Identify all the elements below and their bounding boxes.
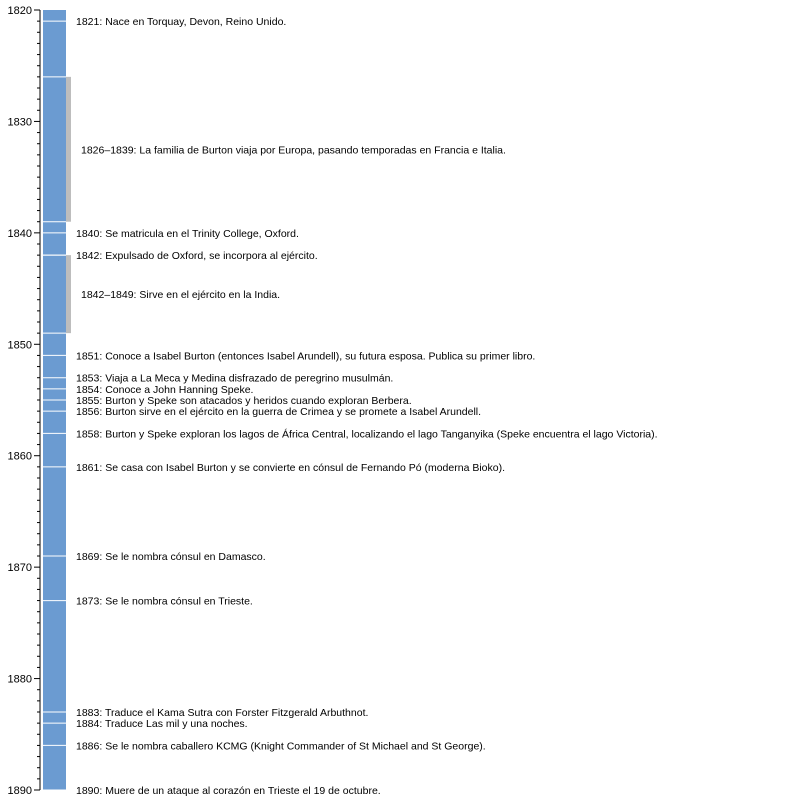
y-tick-label: 1860 — [7, 450, 32, 463]
y-tick-label: 1870 — [7, 562, 32, 575]
event-label: 1869: Se le nombra cónsul en Damasco. — [76, 551, 266, 563]
event-label: 1856: Burton sirve en el ejército en la guerra de Crimea y se promete a Isabel Arundell. — [76, 406, 482, 419]
event-label: 1858: Burton y Speke exploran los lagos de África Central, localizando el lago Tanganyika (Speke encuentra el lago Victoria). — [76, 428, 658, 441]
event-label: 1855: Burton y Speke son atacados y heridos cuando exploran Berbera. — [76, 395, 412, 407]
event-label: 1890: Muere de un ataque al corazón en Trieste el 19 de octubre. — [76, 785, 381, 797]
event-label: 1821: Nace en Torquay, Devon, Reino Unido. — [76, 16, 287, 29]
event-label: 1851: Conoce a Isabel Burton (entonces Isabel Arundell), su futura esposa. Publica su primer libro. — [76, 350, 536, 363]
event-label: 1886: Se le nombra caballero KCMG (Knight Commander of St Michael and St George). — [76, 740, 486, 753]
y-tick-label: 1890 — [7, 785, 32, 797]
y-tick-label: 1880 — [7, 673, 32, 686]
span-bar — [66, 77, 71, 222]
y-tick-label: 1820 — [7, 5, 32, 17]
y-tick-label: 1830 — [7, 116, 32, 129]
y-tick-label: 1850 — [7, 339, 32, 352]
y-tick-label: 1840 — [7, 227, 32, 240]
event-label: 1842: Expulsado de Oxford, se incorpora al ejército. — [76, 250, 318, 263]
event-label: 1883: Traduce el Kama Sutra con Forster Fitzgerald Arbuthnot. — [76, 707, 369, 719]
event-label: 1854: Conoce a John Hanning Speke. — [76, 383, 254, 396]
event-label: 1873: Se le nombra cónsul en Trieste. — [76, 595, 253, 608]
event-label: 1853: Viaja a La Meca y Medina disfrazado de peregrino musulmán. — [76, 372, 394, 385]
event-label: 1840: Se matricula en el Trinity College, Oxford. — [76, 227, 299, 240]
event-label: 1861: Se casa con Isabel Burton y se convierte en cónsul de Fernando Pó (moderna Bioko). — [76, 461, 506, 474]
span-label: 1826–1839: La familia de Burton viaja por Europa, pasando temporadas en Francia e Italia. — [81, 144, 506, 157]
span-bar — [66, 255, 71, 333]
span-label: 1842–1849: Sirve en el ejército en la India. — [81, 289, 281, 302]
event-label: 1884: Traduce Las mil y una noches. — [76, 718, 248, 731]
